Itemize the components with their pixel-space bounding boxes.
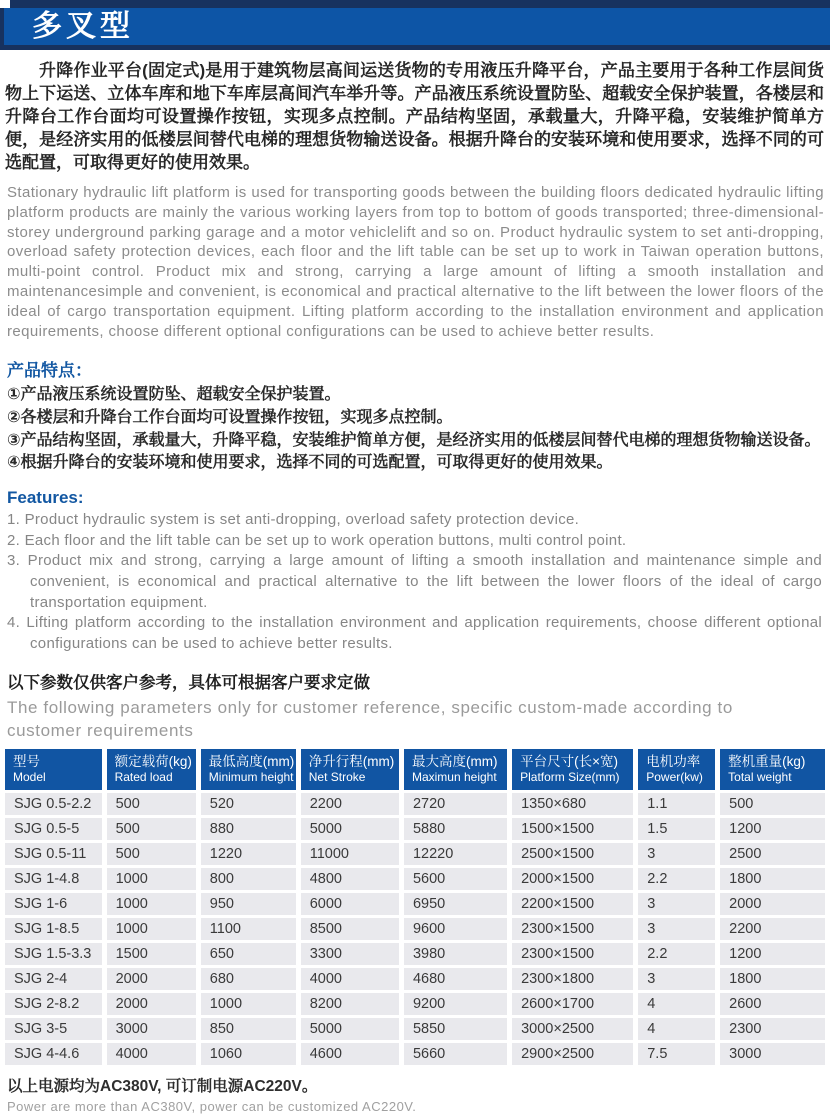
- cell: 1.5: [638, 818, 715, 840]
- features-heading-en: Features:: [7, 488, 84, 508]
- cell: 5880: [404, 818, 507, 840]
- features-list-cn: [0, 384, 830, 475]
- header-label-cn: 最大高度(mm): [411, 754, 498, 770]
- cell: 880: [201, 818, 296, 840]
- cell: 9600: [404, 918, 507, 940]
- cell: 2300: [720, 1018, 825, 1040]
- feature-item-cn: ①产品液压系统设置防坠、超载安全保护装置。: [7, 386, 341, 404]
- cell: 11000: [301, 843, 399, 865]
- cell: 4600: [301, 1043, 399, 1065]
- cell: 1200: [720, 818, 825, 840]
- header-label-en: Total weight: [728, 770, 792, 785]
- cell: 2000: [107, 968, 196, 990]
- cell: 6000: [301, 893, 399, 915]
- header-label-en: Platform Size(mm): [520, 770, 620, 785]
- cell-model: SJG 1-8.5: [5, 918, 102, 940]
- feature-item-cn: ④根据升降台的安装环境和使用要求，选择不同的可选配置，可取得更好的使用效果。: [7, 454, 613, 472]
- header-label-cn: 最低高度(mm): [208, 754, 295, 770]
- intro-paragraph-cn: 升降作业平台(固定式)是用于建筑物层高间运送货物的专用液压升降平台，产品主要用于各种工作层间货物上下运送、立体车库和地下车库层高间汽车举升等。产品液压系统设置防坠、超载安全保护装置，各楼层和升降台工作台面均可设置操作按钮，实现多点控制。产品结构坚固，承载量大，升降平稳，安装维护简单方便，是经济实用的低楼层间替代电梯的理想货物输送设备。根据升降台的安装环境和使用要求，选择不同的可选配置，可取得更好的使用效果。: [5, 61, 824, 172]
- feature-item-en: 4. Lifting platform according to the installation environment and application requirements, choose different optional configurations can be used to achieve better results.: [7, 614, 822, 652]
- cell-model: SJG 1.5-3.3: [5, 943, 102, 965]
- cell: 4000: [107, 1043, 196, 1065]
- cell-model: SJG 2-4: [5, 968, 102, 990]
- cell: 5850: [404, 1018, 507, 1040]
- power-note-en: Power are more than AC380V, power can be customized AC220V.: [7, 1099, 417, 1114]
- column-header-rated-load: [107, 749, 196, 790]
- cell: 3: [638, 843, 715, 865]
- cell: 1000: [201, 993, 296, 1015]
- header-label-en: Minimum height: [208, 770, 294, 785]
- table-row: [5, 943, 825, 965]
- cell: 3: [638, 893, 715, 915]
- cell: 1800: [720, 868, 825, 890]
- cell: 1100: [201, 918, 296, 940]
- cell: 9200: [404, 993, 507, 1015]
- banner-top-stripe: [10, 0, 830, 8]
- table-row: [5, 843, 825, 865]
- cell: 1000: [107, 868, 196, 890]
- header-label-cn: 额定载荷(kg): [114, 754, 192, 770]
- cell: 2.2: [638, 868, 715, 890]
- cell: 2200: [301, 793, 399, 815]
- feature-item-cn: ②各楼层和升降台工作台面均可设置操作按钮，实现多点控制。: [7, 409, 453, 427]
- params-note-cn: 以下参数仅供客户参考，具体可根据客户要求定做: [7, 674, 370, 693]
- cell-model: SJG 0.5-2.2: [5, 793, 102, 815]
- table-row: [5, 868, 825, 890]
- cell: 8200: [301, 993, 399, 1015]
- banner-bar: [0, 8, 830, 45]
- cell: 500: [107, 793, 196, 815]
- cell: 2000×1500: [512, 868, 633, 890]
- feature-item-cn: ③产品结构坚固，承载量大，升降平稳，安装维护简单方便，是经济实用的低楼层间替代电梯的理想货物输送设备。: [7, 431, 821, 449]
- cell-model: SJG 0.5-11: [5, 843, 102, 865]
- cell-model: SJG 1-4.8: [5, 868, 102, 890]
- spec-table: [0, 746, 830, 1068]
- cell: 500: [107, 818, 196, 840]
- header-label-en: Net Stroke: [308, 770, 366, 785]
- cell: 2500×1500: [512, 843, 633, 865]
- cell: 2500: [720, 843, 825, 865]
- header-label-en: Power(kw): [646, 770, 703, 785]
- cell: 1220: [201, 843, 296, 865]
- cell: 680: [201, 968, 296, 990]
- cell-model: SJG 3-5: [5, 1018, 102, 1040]
- cell: 3000: [107, 1018, 196, 1040]
- cell: 5000: [301, 1018, 399, 1040]
- cell: 2200: [720, 918, 825, 940]
- title-banner: [0, 0, 830, 50]
- table-row: [5, 818, 825, 840]
- cell: 5600: [404, 868, 507, 890]
- cell: 3980: [404, 943, 507, 965]
- cell: 3: [638, 968, 715, 990]
- column-header-net-stroke: [301, 749, 399, 790]
- cell: 3: [638, 918, 715, 940]
- column-header-total-weight: [720, 749, 825, 790]
- cell: 2000: [107, 993, 196, 1015]
- column-header-min-height: [201, 749, 296, 790]
- features-list-en: [0, 510, 830, 654]
- cell: 2600×1700: [512, 993, 633, 1015]
- cell: 6950: [404, 893, 507, 915]
- cell: 500: [107, 843, 196, 865]
- cell: 1060: [201, 1043, 296, 1065]
- cell: 1500: [107, 943, 196, 965]
- cell: 2.2: [638, 943, 715, 965]
- cell: 2300×1500: [512, 943, 633, 965]
- power-note-cn: 以上电源均为AC380V, 可订制电源AC220V。: [7, 1078, 318, 1096]
- cell: 650: [201, 943, 296, 965]
- cell: 7.5: [638, 1043, 715, 1065]
- table-row: [5, 993, 825, 1015]
- cell-model: SJG 4-4.6: [5, 1043, 102, 1065]
- cell: 2720: [404, 793, 507, 815]
- table-row: [5, 893, 825, 915]
- cell: 1800: [720, 968, 825, 990]
- cell: 800: [201, 868, 296, 890]
- feature-item-en: 2. Each floor and the lift table can be set up to work operation buttons, multi control point.: [7, 531, 627, 549]
- cell: 4800: [301, 868, 399, 890]
- cell: 4000: [301, 968, 399, 990]
- table-row: [5, 918, 825, 940]
- cell: 5000: [301, 818, 399, 840]
- cell: 4680: [404, 968, 507, 990]
- cell: 3300: [301, 943, 399, 965]
- cell: 1500×1500: [512, 818, 633, 840]
- table-row: [5, 968, 825, 990]
- cell: 2000: [720, 893, 825, 915]
- cell: 1.1: [638, 793, 715, 815]
- cell-model: SJG 0.5-5: [5, 818, 102, 840]
- cell: 3000×2500: [512, 1018, 633, 1040]
- header-label-en: Model: [13, 770, 46, 785]
- cell: 2300×1500: [512, 918, 633, 940]
- feature-item-en: 1. Product hydraulic system is set anti-dropping, overload safety protection device.: [7, 511, 580, 529]
- cell: 520: [201, 793, 296, 815]
- table-header-row: [5, 749, 825, 790]
- header-label-en: Maximun height: [411, 770, 497, 785]
- table-row: [5, 1043, 825, 1065]
- cell-model: SJG 1-6: [5, 893, 102, 915]
- cell: 2900×2500: [512, 1043, 633, 1065]
- params-note-en: The following parameters only for customer reference, specific custom-made according to customer requirements: [7, 698, 733, 741]
- cell: 5660: [404, 1043, 507, 1065]
- cell: 850: [201, 1018, 296, 1040]
- column-header-platform-size: [512, 749, 633, 790]
- cell: 2200×1500: [512, 893, 633, 915]
- column-header-model: [5, 749, 102, 790]
- table-row: [5, 793, 825, 815]
- cell: 4: [638, 1018, 715, 1040]
- cell: 12220: [404, 843, 507, 865]
- cell-model: SJG 2-8.2: [5, 993, 102, 1015]
- table-row: [5, 1018, 825, 1040]
- cell: 500: [720, 793, 825, 815]
- header-label-en: Rated load: [114, 770, 173, 785]
- cell: 1200: [720, 943, 825, 965]
- column-header-max-height: [404, 749, 507, 790]
- header-label-cn: 整机重量(kg): [728, 754, 806, 770]
- column-header-power: [638, 749, 715, 790]
- intro-paragraph-en: Stationary hydraulic lift platform is used for transporting goods between the building floors dedicated hydraulic lifting platform products are mainly the various working layers from top to bottom of goods transported; three-dimensional-storey underground parking garage and a motor vehiclelift and so on. Product hydraulic system to set anti-dropping, overload safety protection devices, each floor and the lift table can be set up to work in Taiwan operation buttons, multi-point control. Product mix and strong, carrying a large amount of lifting a smooth installation and maintenancesimple and convenient, is economical and practical alternative to the lift between the lower floors of the ideal of cargo transportation equipment. Lifting platform according to the installation environment and application requirements, choose different optional configurations can be used to achieve better results.: [7, 184, 824, 340]
- features-heading-cn: 产品特点：: [7, 361, 92, 381]
- header-label-cn: 型号: [13, 754, 40, 770]
- cell: 8500: [301, 918, 399, 940]
- cell: 2300×1800: [512, 968, 633, 990]
- page-title: 多叉型: [32, 9, 134, 43]
- cell: 1000: [107, 893, 196, 915]
- cell: 950: [201, 893, 296, 915]
- banner-bottom-stripe: [0, 45, 830, 50]
- header-label-cn: 净升行程(mm): [308, 754, 395, 770]
- cell: 1350×680: [512, 793, 633, 815]
- header-label-cn: 平台尺寸(长×宽): [520, 754, 618, 770]
- cell: 4: [638, 993, 715, 1015]
- cell: 2600: [720, 993, 825, 1015]
- cell: 3000: [720, 1043, 825, 1065]
- header-label-cn: 电机功率: [646, 754, 701, 770]
- feature-item-en: 3. Product mix and strong, carrying a large amount of lifting a smooth installation and maintenance simple and convenient, is economical and practical alternative to the lift between the lower floors of the ideal of cargo transportation equipment.: [7, 552, 822, 611]
- cell: 1000: [107, 918, 196, 940]
